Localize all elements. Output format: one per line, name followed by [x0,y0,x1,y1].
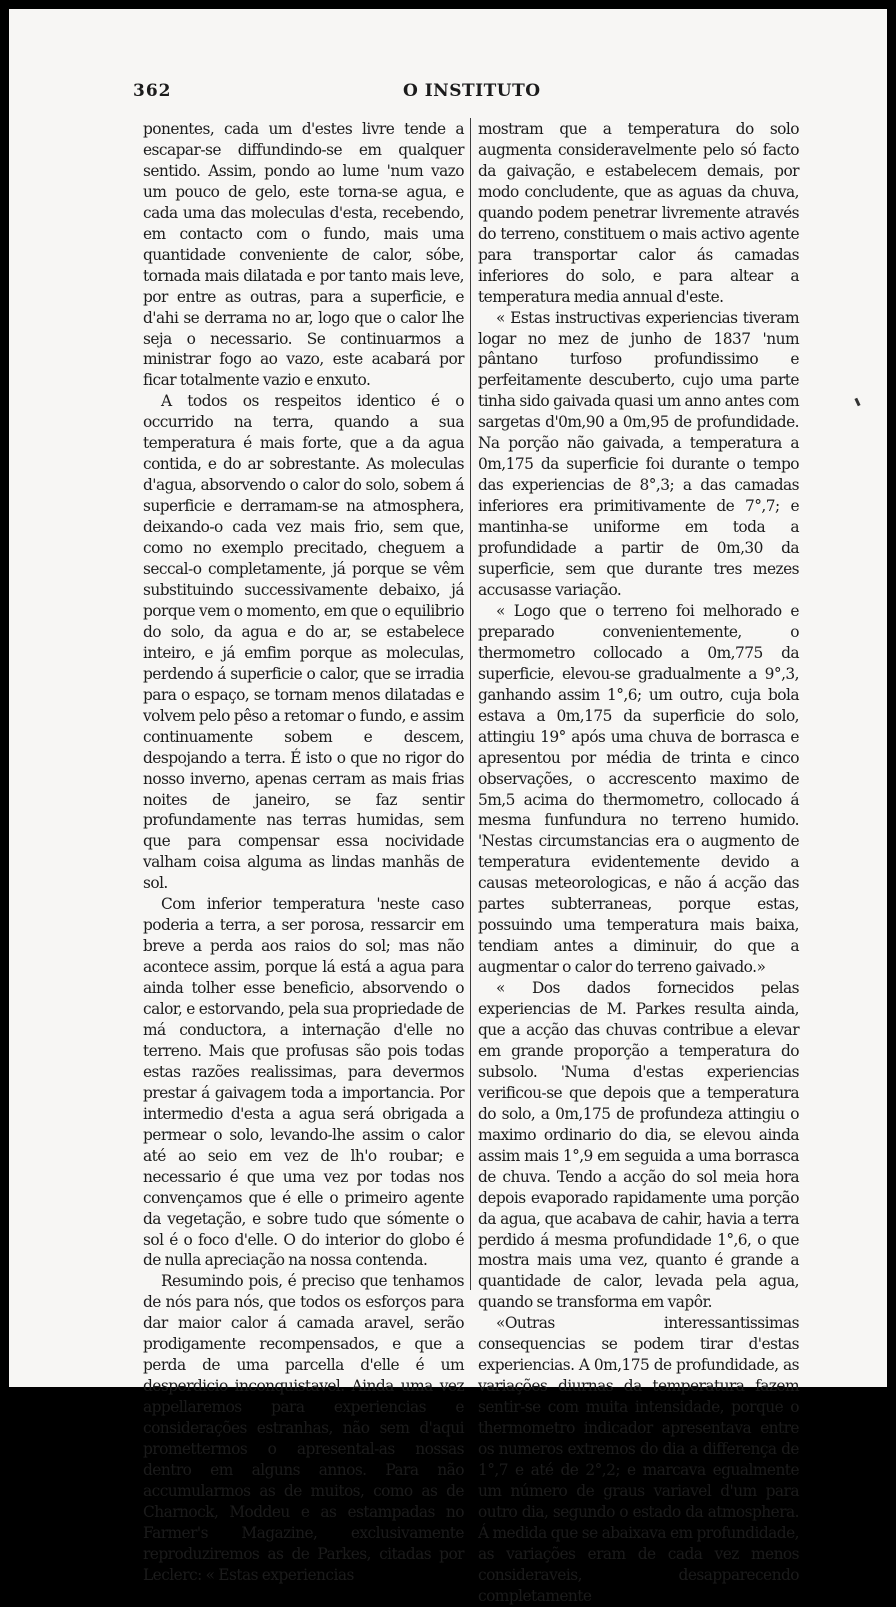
running-title: O INSTITUTO [403,81,541,101]
right-column [478,119,799,1605]
left-column [143,119,464,1584]
paragraph: A todos os respeitos identico é o occurrido na terra, quando a sua temperatura é mais forte, que a da agua contida, e do ar sobrestante. As moleculas d'agua, absorvendo o calor do solo, sobem á superficie e derramam-se na atmosphera, deixando-o cada vez mais frio, sem que, como no exemplo precitado, cheguem a seccal-o completamente, já porque se vêm substituindo successivamente debaixo, já porque vem o momento, em que o equilibrio do solo, da agua e do ar, se estabelece inteiro, e já emfim porque as moleculas, perdendo á superficie o calor, que se irradia para o espaço, se tornam menos dilatadas e volvem pelo pêso a retomar o fundo, e assim continuamente sobem e descem, despojando a terra. É isto o que no rigor do nosso inverno, apenas cerram as mais frias noites de janeiro, se faz sentir profundamente nas terras humidas, sem que para compensar essa nocividade valham coisa alguma as lindas manhãs de sol. [143,392,464,893]
paragraph: ponentes, cada um d'estes livre tende a escapar-se diffundindo-se em qualquer sentido. Assim, pondo ao lume 'num vazo um pouco de gelo, este torna-se agua, e cada uma das moleculas d'esta, recebendo, em contacto com o fundo, mais uma quantidade conveniente de calor, sóbe, tornada mais dilatada e por tanto mais leve, por entre as outras, para a superficie, e d'ahi se derrama no ar, logo que o calor lhe seja o necessario. Se continuarmos a ministrar fogo ao vazo, este acabará por ficar totalmente vazio e enxuto. [143,120,464,390]
paragraph: « Logo que o terreno foi melhorado e preparado convenientemente, o thermometro collocado a 0m,775 da superficie, elevou-se gradualmente a 9°,3, ganhando assim 1°,6; um outro, cuja bola estava a 0m,175 da superficie do solo, attingiu 19° após uma chuva de borrasca e apresentou por média de trinta e cinco observações, o accrescento maximo de 5m,5 acima do thermometro, collocado á mesma funfundura no terreno humido. 'Nestas circumstancias era o augmento de temperatura evidentemente devido a causas meteorologicas, e não á acção das partes subterraneas, porque estas, possuindo uma temperatura mais baixa, tendiam antes a diminuir, do que a augmentar o calor do terreno gaivado.» [478,601,799,977]
paragraph: Resumindo pois, é preciso que tenhamos de nós para nós, que todos os esforços para dar maior calor á camada aravel, serão prodigamente recompensados, e que a perda de uma parcella d'elle é um desperdicio inconquistavel. Ainda uma vez appellaremos para experiencias e considerações estranhas, não sem d'aqui promettermos o apresental-as nossas dentro em alguns annos. Para não accumularmos as de muitos, como as de Charnock, Moddeu e as estampadas no Farmer's Magazine, exclusivamente reproduziremos as de Parkes, citadas por Leclerc: « Estas experiencias [143,1272,464,1584]
paragraph: Com inferior temperatura 'neste caso poderia a terra, a ser porosa, ressarcir em breve a perda aos raios do sol; mas não acontece assim, porque lá está a agua para ainda tolher esse beneficio, absorvendo o calor, e estorvando, pela sua propriedade de má conductora, a internação d'elle no terreno. Mais que profusas são pois todas estas razões realissimas, para devermos prestar á gaivagem toda a importancia. Por intermedio d'esta a agua será obrigada a permear o solo, levando-lhe assim o calor até ao seio em vez de lh'o roubar; e necessario é que uma vez por todas nos convençamos que é elle o primeiro agente da vegetação, e sobre tudo que sómente o sol é o foco d'elle. O do interior do globo é de nulla apreciação na nossa contenda. [143,895,464,1270]
page-number: 362 [133,81,172,101]
paragraph: « Estas instructivas experiencias tiveram logar no mez de junho de 1837 'num pântano turfoso profundissimo e perfeitamente descuberto, cujo uma parte tinha sido gaivada quasi um anno antes com sargetas d'0m,90 a 0m,95 de profundidade. Na porção não gaivada, a temperatura a 0m,175 da superficie foi durante o tempo das experiencias de 8°,3; a das camadas inferiores era primitivamente de 7°,7; e mantinha-se uniforme em toda a profundidade a partir de 0m,30 da superficie, sem que durante tres mezes accusasse variação. [478,308,799,599]
paragraph: mostram que a temperatura do solo augmenta consideravelmente pelo só facto da gaivação, e estabelecem demais, por modo concludente, que as aguas da chuva, quando podem penetrar livremente através do terreno, constituem o mais activo agente para transportar calor ás camadas inferiores do solo, e para altear a temperatura media annual d'este. [478,120,799,306]
paragraph: « Dos dados fornecidos pelas experiencias de M. Parkes resulta ainda, que a acção das chuvas contribue a elevar em grande proporção a temperatura do subsolo. 'Numa d'estas experiencias verificou-se que depois que a temperatura do solo, a 0m,175 de profundeza attingiu o maximo ordinario do dia, se elevou ainda assim mais 1°,9 em seguida a uma borrasca de chuva. Tendo a acção do sol meia hora depois evaporado rapidamente uma porção da agua, que acabava de cahir, havia a terra perdido á mesma profundidade 1°,6, o que mostra mais uma vez, quanto é grande a quantidade de calor, levada pela agua, quando se transforma em vapôr. [478,979,799,1312]
column-divider [470,118,471,1290]
paragraph: «Outras interessantissimas consequencias se podem tirar d'estas experiencias. A 0m,175 de profundidade, as variações diurnas da temperatura fazem sentir-se com muita intensidade, porque o thermometro indicador apresentava entre os numeros extremos do dia a differença de 1°,7 e até de 2°,2; e marcava egualmente um número de graus variavel d'um para outro dia, segundo o estado da atmosphera. Á medida que se abaixava em profundidade, as variações eram de cada vez menos consideraveis, desapparecendo completamente [478,1314,799,1605]
page-header [133,81,803,103]
